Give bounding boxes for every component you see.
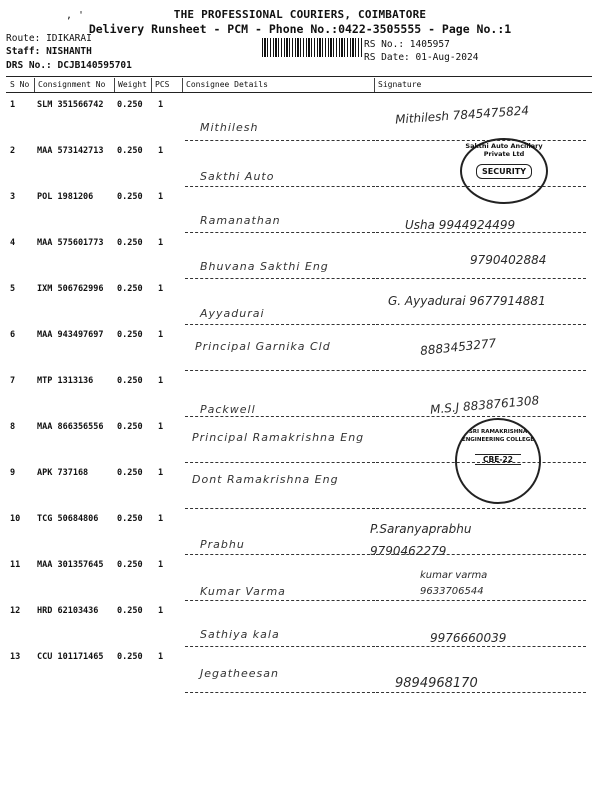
col-sno: S No bbox=[10, 80, 30, 89]
row-consignee: Ayyadurai bbox=[200, 307, 265, 320]
col-weight: Weight bbox=[118, 80, 147, 89]
row-consignee: Bhuvana Sakthi Eng bbox=[200, 260, 329, 273]
row-consignment: IXM 506762996 bbox=[37, 284, 104, 294]
row-consignment: SLM 351566742 bbox=[37, 100, 104, 110]
col-divider bbox=[182, 78, 183, 92]
row-consignee: Sakthi Auto bbox=[200, 170, 275, 183]
row-consignee: Jegatheesan bbox=[200, 667, 279, 680]
row-sno: 3 bbox=[10, 192, 16, 202]
col-divider bbox=[151, 78, 152, 92]
row-sno: 8 bbox=[10, 422, 16, 432]
row-divider bbox=[376, 370, 586, 371]
row-weight: 0.250 bbox=[117, 192, 143, 202]
staff-field: Staff: NISHANTH bbox=[6, 46, 92, 57]
row-divider bbox=[185, 462, 375, 463]
row-consignee: Prabhu bbox=[200, 538, 245, 551]
row-divider bbox=[376, 646, 586, 647]
row-sno: 2 bbox=[10, 146, 16, 156]
row-consignment: HRD 62103436 bbox=[37, 606, 99, 616]
row-divider bbox=[376, 508, 586, 509]
row-divider bbox=[185, 600, 375, 601]
row-weight: 0.250 bbox=[117, 146, 143, 156]
col-consignment: Consignment No bbox=[38, 80, 106, 89]
row-pcs: 1 bbox=[158, 238, 164, 248]
table-header-rule bbox=[6, 92, 592, 93]
row-weight: 0.250 bbox=[117, 376, 143, 386]
row-divider bbox=[185, 140, 375, 141]
row-sno: 4 bbox=[10, 238, 16, 248]
row-pcs: 1 bbox=[158, 376, 164, 386]
row-consignment: MAA 866356556 bbox=[37, 422, 104, 432]
drs-field: DRS No.: DCJB140595701 bbox=[6, 60, 132, 71]
row-divider bbox=[185, 278, 375, 279]
row-weight: 0.250 bbox=[117, 238, 143, 248]
row-consignment: MAA 301357645 bbox=[37, 560, 104, 570]
row-signature: Usha 9944924499 bbox=[405, 218, 516, 232]
row-weight: 0.250 bbox=[117, 468, 143, 478]
row-pcs: 1 bbox=[158, 192, 164, 202]
row-weight: 0.250 bbox=[117, 652, 143, 662]
row-pcs: 1 bbox=[158, 560, 164, 570]
runsheet-subtitle: Delivery Runsheet - PCM - Phone No.:0422-3505555 - Page No.:1 bbox=[88, 22, 512, 36]
col-pcs: PCS bbox=[155, 80, 170, 89]
row-divider bbox=[185, 416, 375, 417]
row-sno: 5 bbox=[10, 284, 16, 294]
row-divider bbox=[376, 278, 586, 279]
row-consignee: Principal Ramakrishna Eng bbox=[192, 431, 365, 444]
row-consignment: TCG 50684806 bbox=[37, 514, 99, 524]
row-consignee: Dont Ramakrishna Eng bbox=[192, 473, 339, 486]
row-weight: 0.250 bbox=[117, 330, 143, 340]
company-title: THE PROFESSIONAL COURIERS, COIMBATORE bbox=[173, 8, 427, 21]
company-stamp: Sakthi Auto Ancillary Private Ltd SECURITY bbox=[460, 138, 548, 204]
row-consignee: Mithilesh bbox=[200, 121, 259, 134]
row-weight: 0.250 bbox=[117, 514, 143, 524]
row-divider bbox=[376, 692, 586, 693]
row-signature: G. Ayyadurai 9677914881 bbox=[388, 294, 546, 308]
row-consignment: POL 1981206 bbox=[37, 192, 94, 202]
barcode bbox=[262, 38, 362, 57]
row-pcs: 1 bbox=[158, 330, 164, 340]
row-weight: 0.250 bbox=[117, 560, 143, 570]
row-consignee: Packwell bbox=[200, 403, 256, 416]
row-signature: kumar varma 9633706544 bbox=[420, 570, 488, 597]
row-sno: 6 bbox=[10, 330, 16, 340]
row-divider bbox=[376, 554, 586, 555]
rs-date-field: RS Date: 01-Aug-2024 bbox=[364, 52, 479, 63]
row-divider bbox=[185, 692, 375, 693]
col-divider bbox=[114, 78, 115, 92]
route-field: Route: IDIKARAI bbox=[6, 33, 92, 44]
row-signature: 9976660039 bbox=[430, 631, 507, 645]
row-consignment: MAA 573142713 bbox=[37, 146, 104, 156]
row-signature: 8883453277 bbox=[419, 336, 497, 358]
row-weight: 0.250 bbox=[117, 100, 143, 110]
row-sno: 1 bbox=[10, 100, 16, 110]
row-signature: Mithilesh 7845475824 bbox=[394, 103, 530, 127]
row-signature: 9790402884 bbox=[470, 253, 547, 267]
row-divider bbox=[376, 140, 586, 141]
row-pcs: 1 bbox=[158, 146, 164, 156]
page-mark: , ' bbox=[66, 10, 85, 21]
row-sno: 10 bbox=[10, 514, 21, 524]
col-consignee: Consignee Details bbox=[186, 80, 268, 89]
row-divider bbox=[185, 508, 375, 509]
row-consignment: MAA 943497697 bbox=[37, 330, 104, 340]
row-signature: P.Saranyaprabhu 9790462279 bbox=[370, 522, 472, 558]
row-sno: 13 bbox=[10, 652, 21, 662]
row-sno: 12 bbox=[10, 606, 21, 616]
row-consignee: Ramanathan bbox=[200, 214, 281, 227]
row-divider bbox=[185, 324, 375, 325]
college-stamp: SRI RAMAKRISHNA ENGINEERING COLLEGE CBE-22 bbox=[455, 418, 541, 504]
col-divider bbox=[34, 78, 35, 92]
row-sno: 11 bbox=[10, 560, 21, 570]
row-consignee: Principal Garnika Cld bbox=[195, 340, 331, 353]
row-divider bbox=[376, 186, 586, 187]
col-signature: Signature bbox=[378, 80, 422, 89]
row-signature: 9894968170 bbox=[395, 676, 478, 691]
row-divider bbox=[185, 186, 375, 187]
row-consignment: MTP 1313136 bbox=[37, 376, 94, 386]
row-divider bbox=[185, 646, 375, 647]
row-divider bbox=[185, 232, 375, 233]
row-consignment: CCU 101171465 bbox=[37, 652, 104, 662]
row-pcs: 1 bbox=[158, 422, 164, 432]
row-divider bbox=[185, 554, 375, 555]
row-divider bbox=[185, 370, 375, 371]
rs-no-field: RS No.: 1405957 bbox=[364, 39, 450, 50]
row-divider bbox=[376, 232, 586, 233]
row-pcs: 1 bbox=[158, 468, 164, 478]
row-pcs: 1 bbox=[158, 606, 164, 616]
row-pcs: 1 bbox=[158, 514, 164, 524]
row-weight: 0.250 bbox=[117, 606, 143, 616]
row-consignee: Sathiya kala bbox=[200, 628, 280, 641]
row-divider bbox=[376, 416, 586, 417]
row-sno: 9 bbox=[10, 468, 16, 478]
row-weight: 0.250 bbox=[117, 422, 143, 432]
row-consignment: APK 737168 bbox=[37, 468, 89, 478]
row-pcs: 1 bbox=[158, 652, 164, 662]
col-divider bbox=[374, 78, 375, 92]
table-top-rule bbox=[6, 76, 592, 77]
row-consignment: MAA 575601773 bbox=[37, 238, 104, 248]
row-divider bbox=[376, 324, 586, 325]
row-consignee: Kumar Varma bbox=[200, 585, 286, 598]
row-pcs: 1 bbox=[158, 100, 164, 110]
row-weight: 0.250 bbox=[117, 284, 143, 294]
row-sno: 7 bbox=[10, 376, 16, 386]
row-pcs: 1 bbox=[158, 284, 164, 294]
row-signature: M.S.J 8838761308 bbox=[429, 393, 540, 417]
row-divider bbox=[376, 600, 586, 601]
